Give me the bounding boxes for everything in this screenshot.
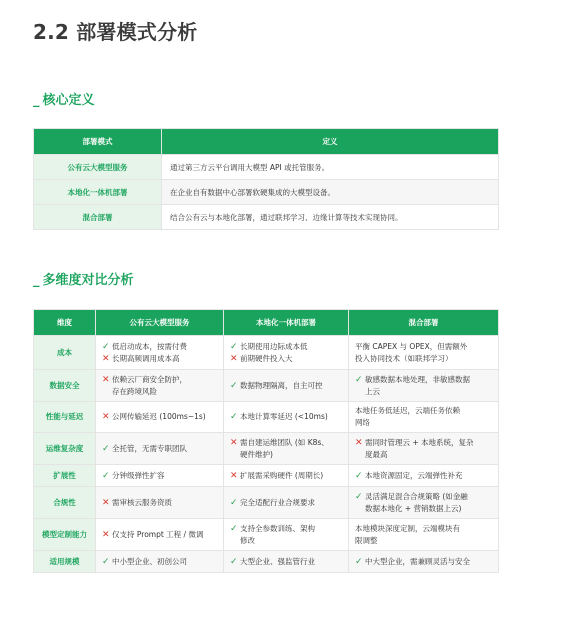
cell-text: 投入协同技术（如联邦学习） xyxy=(355,353,453,363)
table-header-row xyxy=(34,310,499,336)
cell-line xyxy=(355,535,494,547)
cell-line xyxy=(355,386,494,398)
cell-line xyxy=(230,449,344,461)
cloud-cell xyxy=(96,465,224,487)
cell-text: 分钟级弹性扩容 xyxy=(112,470,165,480)
local-cell xyxy=(224,370,349,402)
column-header: 公有云大模型服务 xyxy=(96,310,224,336)
table-row xyxy=(34,336,499,370)
column-header: 本地化一体机部署 xyxy=(224,310,349,336)
cross-icon: ✕ xyxy=(230,437,238,448)
check-icon: ✓ xyxy=(230,556,238,567)
column-header: 定义 xyxy=(162,129,499,155)
cell-text: 限调整 xyxy=(355,535,378,545)
cell-text: 度最高 xyxy=(365,449,388,459)
local-cell xyxy=(224,551,349,573)
cross-icon: ✕ xyxy=(102,529,110,540)
local-cell xyxy=(224,336,349,370)
cell-line xyxy=(355,556,494,568)
local-cell xyxy=(224,519,349,551)
local-cell xyxy=(224,465,349,487)
dimension-cell: 运维复杂度 xyxy=(34,433,96,465)
cloud-cell xyxy=(96,336,224,370)
cell-line xyxy=(230,437,344,449)
cell-line xyxy=(230,341,344,353)
comparison-table xyxy=(33,309,499,573)
cell-text: 数据物理隔离，自主可控 xyxy=(240,380,323,390)
hybrid-cell xyxy=(349,465,499,487)
mode-cell: 公有云大模型服务 xyxy=(34,155,162,180)
cell-text: 需自建运维团队 (如 K8s、 xyxy=(240,437,329,447)
cell-line xyxy=(355,503,494,515)
hybrid-cell xyxy=(349,336,499,370)
cell-text: 网络 xyxy=(355,418,370,427)
cell-text: 本地任务低延迟，云端任务依赖 xyxy=(355,406,460,415)
cell-text: 全托管，无需专职团队 xyxy=(112,443,187,453)
check-icon: ✓ xyxy=(355,491,363,502)
hybrid-cell xyxy=(349,433,499,465)
cell-text: 依赖云厂商安全防护， xyxy=(112,374,187,384)
column-header: 维度 xyxy=(34,310,96,336)
check-icon: ✓ xyxy=(230,341,238,352)
mode-cell: 本地化一体机部署 xyxy=(34,180,162,205)
cell-line xyxy=(230,411,344,423)
definition-cell: 通过第三方云平台调用大模型 API 或托管服务。 xyxy=(162,155,499,180)
cell-line xyxy=(230,470,344,482)
hybrid-cell xyxy=(349,519,499,551)
cell-text: 存在跨境风险 xyxy=(112,386,157,396)
table-row xyxy=(34,402,499,433)
table-row xyxy=(34,487,499,519)
section-heading-core-definition xyxy=(33,89,95,108)
column-header: 混合部署 xyxy=(349,310,499,336)
dimension-cell: 扩展性 xyxy=(34,465,96,487)
table-row xyxy=(34,155,499,180)
cell-text: 长期高频调用成本高 xyxy=(112,353,180,363)
cell-text: 敏感数据本地处理，非敏感数据 xyxy=(365,374,470,384)
cell-text: 本地模块深度定制，云端模块有 xyxy=(355,523,460,533)
cross-icon: ✕ xyxy=(102,497,110,508)
heading-marker: _ xyxy=(33,93,40,108)
table-row xyxy=(34,370,499,402)
dimension-cell: 数据安全 xyxy=(34,370,96,402)
heading-text: 核心定义 xyxy=(42,93,95,108)
cell-text: 仅支持 Prompt 工程 / 微调 xyxy=(112,529,204,539)
cell-text: 公网传输延迟 (100ms~1s) xyxy=(112,412,206,421)
cell-text: 数据本地化 + 营销数据上云) xyxy=(365,503,462,513)
cell-line xyxy=(355,470,494,482)
cell-line xyxy=(230,535,344,547)
cell-text: 完全适配行业合规要求 xyxy=(240,497,315,507)
cell-text: 支持全参数训练、架构 xyxy=(240,523,315,533)
table-row xyxy=(34,433,499,465)
cell-line xyxy=(102,470,219,482)
table-row xyxy=(34,519,499,551)
cell-line xyxy=(102,556,219,568)
check-icon: ✓ xyxy=(102,556,110,567)
cell-text: 扩展需采购硬件 (周期长) xyxy=(240,470,324,480)
dimension-cell: 合规性 xyxy=(34,487,96,519)
dimension-cell: 适用规模 xyxy=(34,551,96,573)
cross-icon: ✕ xyxy=(102,374,110,385)
definition-cell: 在企业自有数据中心部署软硬集成的大模型设备。 xyxy=(162,180,499,205)
cell-line xyxy=(355,449,494,461)
table-header-row xyxy=(34,129,499,155)
cell-line xyxy=(102,443,219,455)
cloud-cell xyxy=(96,433,224,465)
cell-line xyxy=(102,386,219,398)
cross-icon: ✕ xyxy=(230,470,238,481)
cell-line xyxy=(355,437,494,449)
cell-text: 中大型企业，需兼顾灵活与安全 xyxy=(365,556,470,566)
check-icon: ✓ xyxy=(102,470,110,481)
cell-text: 上云 xyxy=(365,386,380,396)
cell-text: 平衡 CAPEX 与 OPEX，但需额外 xyxy=(355,341,468,351)
cloud-cell xyxy=(96,487,224,519)
cell-line xyxy=(230,523,344,535)
cell-line xyxy=(230,353,344,365)
definition-cell: 结合公有云与本地化部署，通过联邦学习、边缘计算等技术实现协同。 xyxy=(162,205,499,230)
cell-line xyxy=(230,556,344,568)
cell-text: 需审核云服务资质 xyxy=(112,497,172,507)
check-icon: ✓ xyxy=(102,341,110,352)
heading-text: 多维度对比分析 xyxy=(42,273,134,288)
cell-line xyxy=(102,341,219,353)
cell-text: 中小型企业、初创公司 xyxy=(112,556,187,566)
dimension-cell: 模型定制能力 xyxy=(34,519,96,551)
check-icon: ✓ xyxy=(355,374,363,385)
cell-line xyxy=(355,523,494,535)
cell-text: 前期硬件投入大 xyxy=(240,353,293,363)
cell-line xyxy=(102,353,219,365)
cell-line xyxy=(102,374,219,386)
cross-icon: ✕ xyxy=(230,353,238,364)
check-icon: ✓ xyxy=(102,443,110,454)
cell-text: 需同时管理云 + 本地系统，复杂 xyxy=(365,437,474,447)
cell-text: 硬件维护) xyxy=(240,449,273,459)
cell-line xyxy=(355,341,494,353)
cross-icon: ✕ xyxy=(355,437,363,448)
heading-marker: _ xyxy=(33,273,40,288)
table-row xyxy=(34,551,499,573)
cell-line xyxy=(355,491,494,503)
hybrid-cell xyxy=(349,551,499,573)
cell-text: 本地资源固定，云端弹性补充 xyxy=(365,470,463,480)
check-icon: ✓ xyxy=(230,380,238,391)
cloud-cell xyxy=(96,519,224,551)
cell-text: 低启动成本，按需付费 xyxy=(112,341,187,351)
page-title: 2.2 部署模式分析 xyxy=(33,20,198,44)
dimension-cell: 性能与延迟 xyxy=(34,402,96,433)
cell-line xyxy=(355,353,494,365)
definition-table xyxy=(33,128,499,230)
cell-text: 本地计算零延迟 (<10ms) xyxy=(240,412,328,421)
cell-line xyxy=(355,405,494,417)
dimension-cell: 成本 xyxy=(34,336,96,370)
check-icon: ✓ xyxy=(230,497,238,508)
cross-icon: ✕ xyxy=(102,412,110,422)
column-header: 部署模式 xyxy=(34,129,162,155)
cloud-cell xyxy=(96,370,224,402)
section-heading-comparison xyxy=(33,269,134,288)
cell-line xyxy=(355,374,494,386)
cell-line xyxy=(102,497,219,509)
local-cell xyxy=(224,487,349,519)
cell-line xyxy=(355,417,494,429)
check-icon: ✓ xyxy=(355,470,363,481)
cell-text: 灵活满足混合合规策略 (如金融 xyxy=(365,491,468,501)
cell-line xyxy=(230,497,344,509)
cell-text: 长期使用边际成本低 xyxy=(240,341,308,351)
cell-text: 大型企业、强监管行业 xyxy=(240,556,315,566)
cell-line xyxy=(102,529,219,541)
cloud-cell xyxy=(96,551,224,573)
local-cell xyxy=(224,402,349,433)
cell-line xyxy=(230,380,344,392)
table-row xyxy=(34,465,499,487)
mode-cell: 混合部署 xyxy=(34,205,162,230)
cloud-cell xyxy=(96,402,224,433)
cross-icon: ✕ xyxy=(102,353,110,364)
cell-text: 修改 xyxy=(240,535,255,545)
cell-line xyxy=(102,411,219,423)
hybrid-cell xyxy=(349,370,499,402)
check-icon: ✓ xyxy=(230,412,238,422)
check-icon: ✓ xyxy=(230,523,238,534)
table-row xyxy=(34,180,499,205)
local-cell xyxy=(224,433,349,465)
hybrid-cell xyxy=(349,487,499,519)
hybrid-cell xyxy=(349,402,499,433)
table-row xyxy=(34,205,499,230)
check-icon: ✓ xyxy=(355,556,363,567)
